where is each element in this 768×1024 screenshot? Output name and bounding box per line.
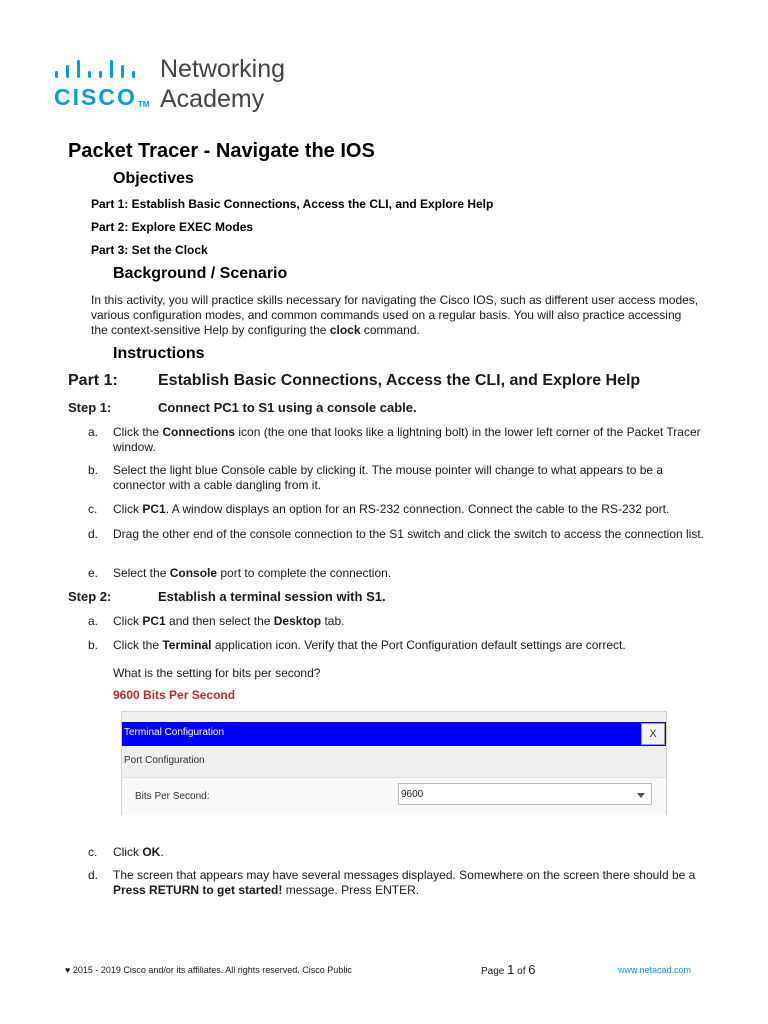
list-item: d. Drag the other end of the console connection to the S1 switch and click the switch to access the connection list.	[88, 527, 704, 541]
answer-text: 9600 Bits Per Second	[113, 688, 236, 702]
question-text: What is the setting for bits per second?	[113, 666, 321, 680]
instructions-heading: Instructions	[113, 345, 205, 362]
objective-item: Part 1: Establish Basic Connections, Access the CLI, and Explore Help	[91, 197, 494, 211]
list-item: a. Click PC1 and then select the Desktop tab.	[88, 614, 345, 628]
background-heading: Background / Scenario	[113, 265, 288, 282]
close-button[interactable]: X	[641, 723, 665, 745]
cisco-logo: CISCOTM	[54, 84, 150, 110]
bits-per-second-label: Bits Per Second:	[135, 791, 210, 802]
document-title: Packet Tracer - Navigate the IOS	[68, 140, 375, 162]
list-item: c. Click PC1. A window displays an option for an RS-232 connection. Connect the cable to the RS-232 port.	[88, 502, 670, 516]
terminal-config-screenshot	[121, 711, 667, 815]
step1-number: Step 1:	[68, 400, 112, 415]
port-configuration-label: Port Configuration	[124, 755, 205, 766]
list-item: e. Select the Console port to complete the connection.	[88, 566, 392, 580]
footer-netacad-link[interactable]: www.netacad.com	[618, 965, 692, 975]
objective-item: Part 3: Set the Clock	[91, 243, 208, 257]
terminal-config-title: Terminal Configuration	[124, 727, 225, 738]
footer-copyright: ♥ 2015 - 2019 Cisco and/or its affiliates. All rights reserved. Cisco Public	[65, 965, 352, 975]
objective-item: Part 2: Explore EXEC Modes	[91, 220, 254, 234]
objectives-heading: Objectives	[113, 170, 194, 187]
terminal-config-title-bar	[122, 722, 666, 746]
footer-page-number: Page 1 of 6	[481, 962, 536, 977]
list-item: c. Click OK.	[88, 845, 164, 859]
bits-per-second-select[interactable]	[398, 783, 652, 805]
logo-networking: Networking	[160, 55, 286, 83]
part1-number: Part 1:	[68, 372, 118, 389]
bits-per-second-value: 9600	[401, 789, 424, 800]
list-item: b. Select the light blue Console cable by clicking it. The mouse pointer will change to what appears to be a connector with a cable dangling from it.	[88, 463, 664, 492]
list-item: b. Click the Terminal application icon. Verify that the Port Configuration default settings are correct.	[88, 638, 626, 652]
step1-title: Connect PC1 to S1 using a console cable.	[158, 400, 417, 415]
step2-title: Establish a terminal session with S1.	[158, 589, 386, 604]
logo-academy: Academy	[160, 85, 265, 113]
step2-number: Step 2:	[68, 589, 112, 604]
cisco-bars-icon	[54, 60, 150, 82]
list-item: d. The screen that appears may have several messages displayed. Somewhere on the screen there should be a Press RETURN to get started! message. Press ENTER.	[88, 868, 696, 897]
bits-per-second-row	[122, 777, 666, 815]
list-item: a. Click the Connections icon (the one that looks like a lightning bolt) in the lower left corner of the Packet Tracer window.	[88, 425, 701, 454]
background-paragraph: In this activity, you will practice skills necessary for navigating the Cisco IOS, such as different user access modes, various configuration modes, and common commands used on a regular basis. You will also practice accessing the context-sensitive Help by configuring the clock command.	[91, 293, 699, 337]
part1-title: Establish Basic Connections, Access the CLI, and Explore Help	[158, 372, 641, 389]
chevron-down-icon	[637, 793, 645, 798]
